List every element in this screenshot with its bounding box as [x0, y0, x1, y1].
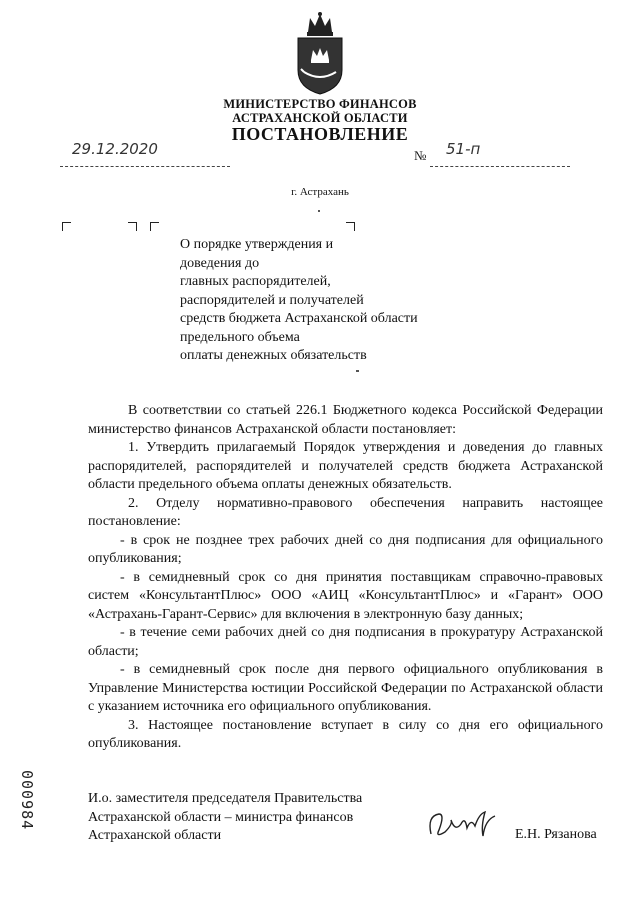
clause-2-item-4: - в семидневный срок после дня первого официального опубликования в Управление Министерства юстиции Российской Федерации по Астраханской области с указанием источника его официального опубликования.: [88, 662, 603, 714]
corner-bracket: [128, 222, 137, 231]
city: г. Астрахань: [291, 186, 349, 198]
clause-3: 3. Настоящее постановление вступает в силу со дня его официального опубликования.: [88, 717, 603, 751]
document-type: ПОСТАНОВЛЕНИЕ: [231, 124, 409, 144]
intro-paragraph: В соответствии со статьей 226.1 Бюджетного кодекса Российской Федерации министерство финансов Астраханской области постановляет:: [88, 403, 603, 437]
title-line: доведения до: [180, 255, 260, 271]
number-sign: №: [414, 148, 427, 163]
document-date: 29.12.2020: [72, 140, 158, 158]
signatory-line: Астраханской области: [88, 828, 222, 843]
title-line: распорядителей и получателей: [180, 292, 364, 308]
document-body: [88, 402, 603, 754]
org-name-line1: МИНИСТЕРСТВО ФИНАНСОВ: [223, 97, 417, 111]
signatory-line: Астраханской области – министра финансов: [88, 809, 354, 825]
clause-2-item-3: - в течение семи рабочих дней со дня подписания в прокуратуру Астраханской области;: [88, 625, 603, 659]
registration-stamp-number: 000984: [18, 770, 36, 831]
clause-2-item-1: - в срок не позднее трех рабочих дней со дня подписания для официального опубликования;: [88, 532, 603, 566]
coat-of-arms-icon: [290, 10, 350, 95]
document-number: 51-п: [446, 140, 481, 158]
corner-bracket: [150, 222, 159, 231]
title-line: главных распорядителей,: [180, 274, 331, 289]
clause-1: 1. Утвердить прилагаемый Порядок утверждения и доведения до главных распорядителей, распорядителей и получателей средств бюджета Астраханской области предельного объема оплаты денежных обязательств.: [88, 440, 603, 492]
title-line: средств бюджета Астраханской области: [180, 311, 418, 326]
corner-bracket: [62, 222, 71, 231]
speck: [318, 210, 320, 212]
clause-2: 2. Отделу нормативно-правового обеспечения направить настоящее постановление:: [88, 495, 603, 529]
corner-bracket: [346, 222, 355, 231]
title-line: О порядке утверждения и: [180, 237, 334, 252]
signatory-name: Е.Н. Рязанова: [515, 827, 597, 842]
speck: [356, 370, 359, 372]
clause-2-item-2: - в семидневный срок со дня принятия поставщикам справочно-правовых систем «КонсультантПлюс» ООО «АИЦ «КонсультантПлюс» и «Гарант» ООО «Астрахань-Гарант-Сервис» для включения в электронную базу данных;: [88, 569, 603, 622]
title-line: оплаты денежных обязательств: [180, 348, 367, 363]
signatory-position: [88, 790, 362, 846]
handwritten-signature-icon: [425, 806, 505, 842]
signatory-line: И.о. заместителя председателя Правительства: [88, 791, 363, 806]
document-title: [180, 236, 418, 366]
org-name-line2: АСТРАХАНСКОЙ ОБЛАСТИ: [232, 111, 408, 125]
title-line: предельного объема: [180, 329, 300, 345]
